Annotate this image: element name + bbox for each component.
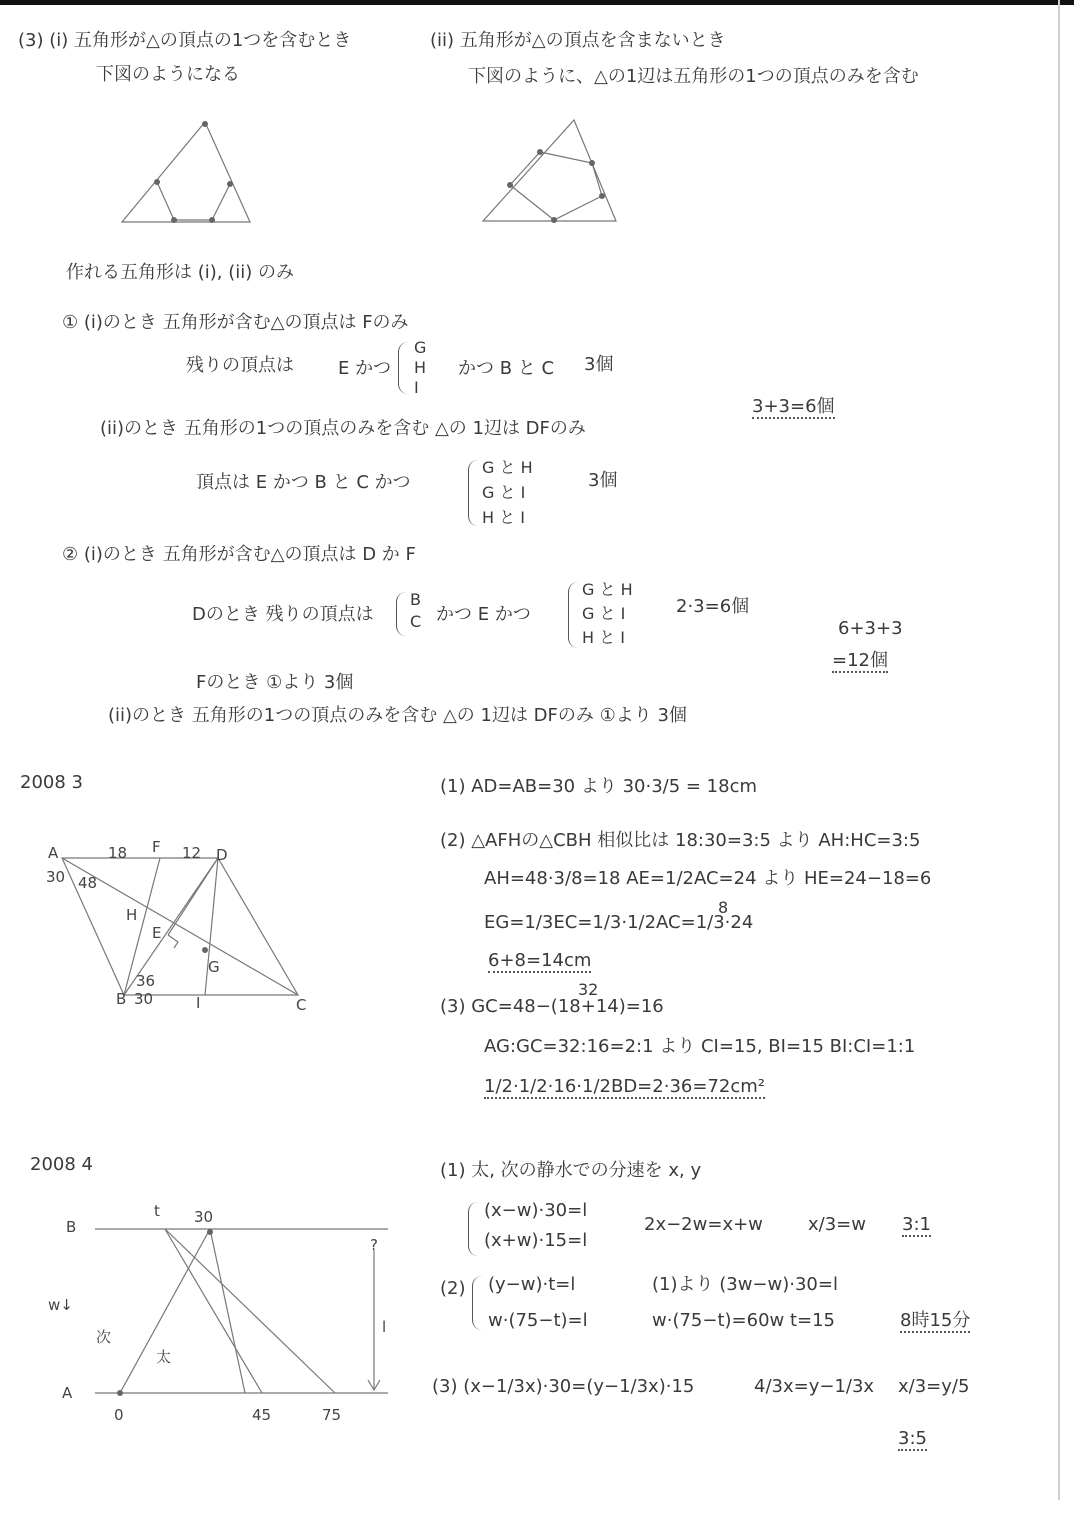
len-30b: 30: [134, 990, 154, 1008]
lbl-l: l: [382, 1318, 387, 1336]
pair-GI: G と I: [482, 483, 526, 502]
case1-remaining: 残りの頂点は: [186, 355, 294, 376]
pair2-GI: G と I: [582, 604, 626, 623]
eq-4-1a: (x−w)·30=l: [484, 1200, 588, 1221]
pt-B4: B: [66, 1218, 77, 1236]
answer-4-1: (1) 太, 次の静水での分速を x, y: [440, 1160, 702, 1181]
brace: [472, 1276, 483, 1330]
case1-count: 3個: [584, 354, 614, 375]
answer-4-3: (3) (x−1/3x)·30=(y−1/3x)·15: [432, 1376, 695, 1397]
case1-E: E かつ: [338, 358, 392, 379]
answer-4-2-label: (2): [440, 1278, 466, 1299]
problem-2008-3-title: 2008 3: [20, 772, 83, 793]
pt-G: G: [208, 958, 220, 976]
pt-A4: A: [62, 1384, 73, 1402]
triangle-left: [122, 122, 250, 222]
answer-4-2-time: 8時15分: [900, 1310, 971, 1331]
pair-GH: G と H: [482, 458, 533, 477]
answer-4-1-ratio: 3:1: [902, 1214, 931, 1235]
case-ii-sub: 下図のように、△の1辺は五角形の1つの頂点のみを含む: [468, 66, 919, 87]
pentagon-right: [510, 152, 602, 220]
case1-ii-vertices: 頂点は E かつ B と C かつ: [196, 472, 411, 493]
answer-3-2: (2) △AFHの△CBH 相似比は 18:30=3:5 より AH:HC=3:5: [440, 830, 921, 851]
case1-BC: かつ B と C: [458, 358, 555, 379]
eq-4-3b: 4/3x=y−1/3x: [754, 1376, 875, 1397]
case-i-heading: (3) (i) 五角形が△の頂点の1つを含むとき: [18, 30, 352, 51]
case2-ii-line: (ii)のとき 五角形の1つの頂点のみを含む △の 1辺は DFのみ ①より 3個: [108, 705, 687, 726]
pentagon-left: [157, 182, 230, 220]
answer-3-2b: AH=48·3/8=18 AE=1/2AC=24 より HE=24−18=6: [484, 868, 932, 889]
case2-count: 2·3=6個: [676, 596, 750, 617]
lbl-futo: 太: [156, 1348, 172, 1366]
ghi-I: I: [414, 378, 419, 397]
sum-1: 3+3=6個: [752, 396, 835, 417]
tick-0: 0: [114, 1406, 124, 1424]
triangle-right: [483, 120, 616, 221]
answer-3-2c-sup: 8: [718, 898, 729, 917]
pair-HI: H と I: [482, 508, 525, 527]
case1-ii-count: 3個: [588, 470, 618, 491]
lbl-q: ?: [370, 1236, 378, 1254]
brace: [468, 1202, 479, 1256]
eq-4-2b: w·(75−t)=l: [488, 1310, 588, 1331]
brace: [396, 592, 407, 636]
case2-line1: ② (i)のとき 五角形が含む△の頂点は D か F: [62, 544, 416, 565]
answer-3-3: (3) GC=48−(18+14)=16: [440, 996, 664, 1017]
eq-4-3c: x/3=y/5: [898, 1376, 970, 1397]
tick-75: 75: [322, 1406, 342, 1424]
answer-3-2d: 6+8=14cm: [488, 950, 592, 971]
case1-ii-line: (ii)のとき 五角形の1つの頂点のみを含む △の 1辺は DFのみ: [100, 418, 586, 439]
eq-4-1b: (x+w)·15=l: [484, 1230, 588, 1251]
pair2-GH: G と H: [582, 580, 633, 599]
pt-E: E: [152, 924, 162, 942]
case1-line1: ① (i)のとき 五角形が含む△の頂点は Fのみ: [62, 312, 409, 333]
answer-3-3c: 1/2·1/2·16·1/2BD=2·36=72cm²: [484, 1076, 765, 1097]
brace: [568, 582, 579, 648]
brace: [468, 460, 479, 526]
len-48: 48: [78, 874, 98, 892]
pt-D: D: [216, 846, 228, 864]
sum2-a: 6+3+3: [838, 618, 903, 639]
case2-D: Dのとき 残りの頂点は: [192, 604, 374, 625]
ghi-H: H: [414, 358, 427, 377]
bc-C: C: [410, 612, 422, 631]
only-cases: 作れる五角形は (i), (ii) のみ: [66, 262, 294, 283]
len-36: 36: [136, 972, 156, 990]
eq-4-2a: (y−w)·t=l: [488, 1274, 576, 1295]
problem-2008-4-title: 2008 4: [30, 1154, 93, 1175]
pt-F: F: [152, 838, 161, 856]
lbl-t: t: [154, 1202, 160, 1220]
answer-3-2c: EG=1/3EC=1/3·1/2AC=1/3·24: [484, 912, 754, 933]
answer-3-1: (1) AD=AB=30 より 30·3/5 = 18cm: [440, 776, 758, 797]
case2-F: Fのとき ①より 3個: [196, 672, 354, 693]
answer-3-3-sup: 32: [578, 980, 599, 999]
len-18: 18: [108, 844, 128, 862]
ghi-G: G: [414, 338, 427, 357]
lbl-30: 30: [194, 1208, 214, 1226]
sum-2: =12個: [832, 650, 888, 671]
eq-4-1c: 2x−2w=x+w: [644, 1214, 763, 1235]
tick-45: 45: [252, 1406, 272, 1424]
eq-4-1d: x/3=w: [808, 1214, 866, 1235]
eq-4-2c: (1)より (3w−w)·30=l: [652, 1274, 838, 1295]
eq-4-2d: w·(75−t)=60w t=15: [652, 1310, 836, 1331]
brace: [398, 342, 409, 394]
case2-E: かつ E かつ: [436, 604, 531, 625]
case-ii-heading: (ii) 五角形が△の頂点を含まないとき: [430, 30, 726, 51]
answer-3-3b: AG:GC=32:16=2:1 より CI=15, BI=15 BI:CI=1:1: [484, 1036, 916, 1057]
pt-I: I: [196, 994, 201, 1012]
pt-B: B: [116, 990, 127, 1008]
pt-A: A: [48, 844, 59, 862]
len-12: 12: [182, 844, 202, 862]
bc-B: B: [410, 590, 421, 609]
len-30: 30: [46, 868, 66, 886]
lbl-tsugi: 次: [96, 1328, 112, 1346]
pair2-HI: H と I: [582, 628, 625, 647]
case-i-sub: 下図のようになる: [96, 64, 240, 85]
lbl-w: w↓: [48, 1296, 73, 1314]
pt-H: H: [126, 906, 138, 924]
pt-C: C: [296, 996, 307, 1014]
answer-4-3-ratio: 3:5: [898, 1428, 927, 1449]
